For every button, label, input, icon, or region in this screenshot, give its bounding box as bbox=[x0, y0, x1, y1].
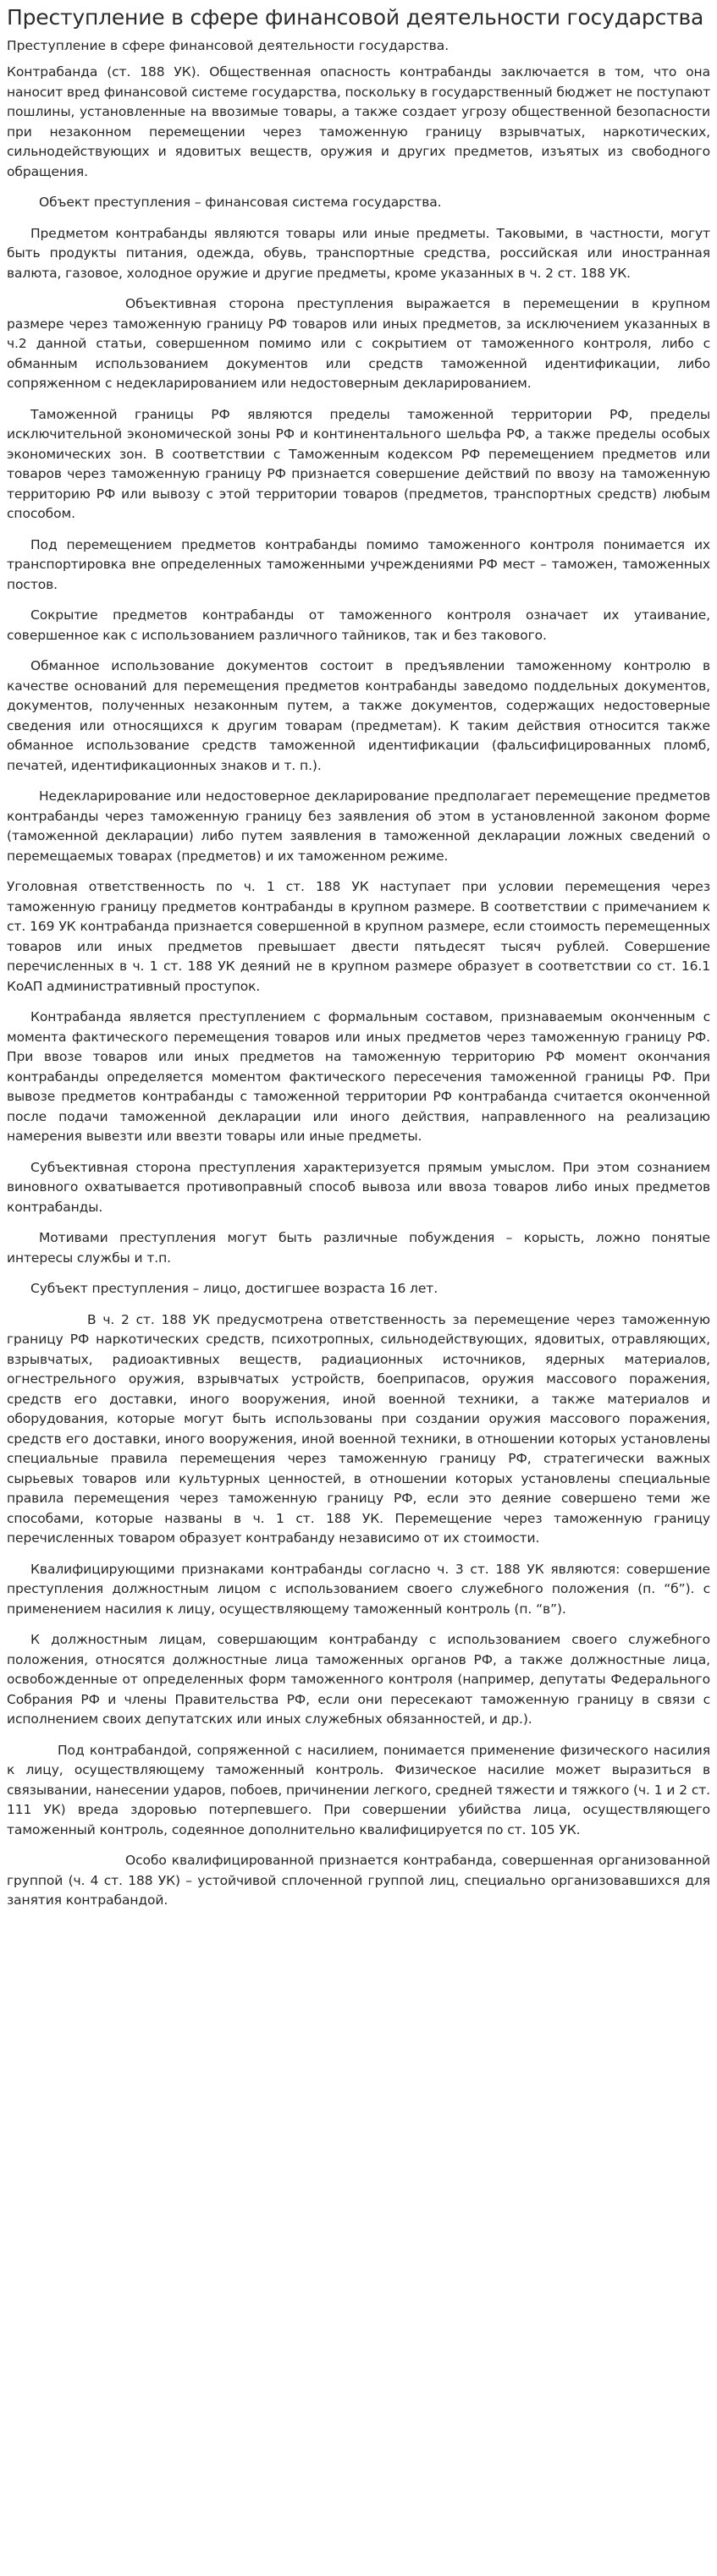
paragraph: Под контрабандой, сопряженной с насилием, понимается применение физического насилия к лицу, осуществляющему таможенный контроль. Физическое насилие может выразиться в связывании, нанесении ударов, побоев, причинении легкого, средней тяжести и тяжкого (ч. 1 и 2 ст. 111 УК) вреда здоровью потерпевшего. При совершении убийства лица, осуществляющего таможенный контроль, содеянное дополнительно квалифицируется по ст. 105 УК. bbox=[7, 1742, 710, 1837]
paragraph: Таможенной границы РФ являются пределы таможенной территории РФ, пределы исключительной экономической зоны РФ и континентального шельфа РФ, а также пределы особых экономических зон. В соответствии с Таможенным кодексом РФ перемещением предметов или товаров через таможенную границу РФ признается совершение действий по ввозу на таможенную территорию РФ или вывозу с этой территории товаров (предметов, транспортных средств) любым способом. bbox=[7, 406, 710, 521]
paragraph: Мотивами преступления могут быть различные побуждения – корысть, ложно понятые интересы службы и т.п. bbox=[7, 1230, 710, 1266]
paragraph: Сокрытие предметов контрабанды от таможенного контроля означает их утаивание, совершенное как с использованием различного тайников, так и без такового. bbox=[7, 607, 710, 643]
paragraph: Объект преступления – финансовая система государства. bbox=[39, 195, 442, 210]
paragraph: К должностным лицам, совершающим контрабанду с использованием своего служебного положения, относятся должностные лица таможенных органов РФ, а также должностные лица, освобожденные от определенных форм таможенного контроля (например, депутаты Федерального Собрания РФ и члены Правительства РФ, если они пересекают таможенную границу в связи с исполнением своих депутатских или иных служебных обязанностей, и др.). bbox=[7, 1632, 710, 1727]
paragraph: Под перемещением предметов контрабанды помимо таможенного контроля понимается их транспортировка вне определенных таможенными учреждениями РФ мест – таможен, таможенных постов. bbox=[7, 536, 710, 592]
paragraph: Недекларирование или недостоверное декларирование предполагает перемещение предметов контрабанды через таможенную границу без заявления об этом в установленной законом форме (таможенной декларации) либо путем заявления в таможенной декларации ложных сведений о перемещаемых товарах (предметов) и их таможенном режиме. bbox=[7, 788, 710, 864]
paragraph: Контрабанда является преступлением с формальным составом, признаваемым оконченным с момента фактического перемещения товаров или иных предметов через таможенную границу РФ. При ввозе товаров или иных предметов на таможенную территорию РФ момент окончания контрабанды определяется моментом фактического пересечения таможенной границы РФ. При вывозе предметов контрабанды с таможенной территории РФ контрабанда считается оконченной после подачи таможенной декларации или иного действия, направленного на реализацию намерения вывезти или ввезти товары или иные предметы. bbox=[7, 1009, 710, 1144]
paragraph: Объективная сторона преступления выражается в перемещении в крупном размере через таможенную границу РФ товаров или иных предметов, за исключением указанных в ч.2 данной статьи, совершенном помимо или с сокрытием от таможенного контроля, либо с обманным использованием документов или средств таможенной идентификации, либо сопряженном с недекларированием или недостоверным декларированием. bbox=[7, 296, 710, 391]
page-title: Преступление в сфере финансовой деятельности государства bbox=[7, 5, 704, 30]
paragraph: Субъект преступления – лицо, достигшее возраста 16 лет. bbox=[30, 1281, 438, 1296]
paragraph: Особо квалифицированной признается контрабанда, совершенная организованной группой (ч. 4 ст. 188 УК) – устойчивой сплоченной группой лиц, специально организовавшихся для занятия контрабандой. bbox=[7, 1853, 710, 1908]
paragraph: В ч. 2 ст. 188 УК предусмотрена ответственность за перемещение через таможенную границу РФ наркотических средств, психотропных, сильнодействующих, ядовитых, отравляющих, взрывчатых, радиоактивных веществ, радиационных источников, ядерных материалов, огнестрельного оружия, взрывчатых устройств, боеприпасов, оружия массового поражения, средств его доставки, иного вооружения, иной военной техники, а также материалов и оборудования, которые могут быть использованы при создании оружия массового поражения, средств его доставки, иного вооружения, иной военной техники, в отношении которых установлены специальные правила перемещения через таможенную границу РФ, стратегически важных сырьевых товаров или культурных ценностей, в отношении которых установлены специальные правила перемещения через таможенную границу РФ, если это деяние совершено теми же способами, которые названы в ч. 1 ст. 188 УК. Перемещение через таможенную границу перечисленных товаром образует контрабанду независимо от их стоимости. bbox=[7, 1311, 710, 1546]
page-subtitle: Преступление в сфере финансовой деятельности государства. bbox=[7, 38, 450, 53]
paragraph: Предметом контрабанды являются товары или иные предметы. Таковыми, в частности, могут быть продукты питания, одежда, обувь, транспортные средства, российская или иностранная валюта, газовое, холодное оружие и другие предметы, кроме указанных в ч. 2 ст. 188 УК. bbox=[7, 225, 710, 281]
paragraph: Субъективная сторона преступления характеризуется прямым умыслом. При этом сознанием виновного охватывается противоправный способ вывоза или ввоза товаров либо иных предметов контрабанды. bbox=[7, 1159, 710, 1215]
paragraph: Обманное использование документов состоит в предъявлении таможенному контролю в качестве оснований для перемещения предметов контрабанды заведомо поддельных документов, документов, полученных незаконным путем, а также документов, содержащих недостоверные сведения или относящихся к другим товарам (предметам). К таким действия относится также обманное использование средств таможенной идентификации (фальсифицированных пломб, печатей, идентификационных знаков и т. п.). bbox=[7, 658, 710, 773]
paragraph: Уголовная ответственность по ч. 1 ст. 188 УК наступает при условии перемещения через таможенную границу предметов контрабанды в крупном размере. В соответствии с примечанием к ст. 169 УК контрабанда признается совершенной в крупном размере, если стоимость перемещенных товаров или иных предметов превышает двести пятьдесят тысяч рублей. Совершение перечисленных в ч. 1 ст. 188 УК деяний не в крупном размере образует в соответствии со ст. 16.1 КоАП административный проступок. bbox=[7, 879, 710, 994]
paragraph: Квалифицирующими признаками контрабанды согласно ч. 3 ст. 188 УК являются: совершение преступления должностным лицом с использованием своего служебного положения (п. “б”). с применением насилия к лицу, осуществляющему таможенный контроль (п. “в”). bbox=[7, 1561, 710, 1617]
paragraph: Контрабанда (ст. 188 УК). Общественная опасность контрабанды заключается в том, что она наносит вред финансовой системе государства, поскольку в государственный бюджет не поступают пошлины, установленные на ввозимые товары, а также создает угрозу общественной безопасности при незаконном перемещении через таможенную границу взрывчатых, наркотических, сильнодействующих и ядовитых веществ, оружия и других предметов, изъятых из свободного обращения. bbox=[7, 64, 710, 179]
